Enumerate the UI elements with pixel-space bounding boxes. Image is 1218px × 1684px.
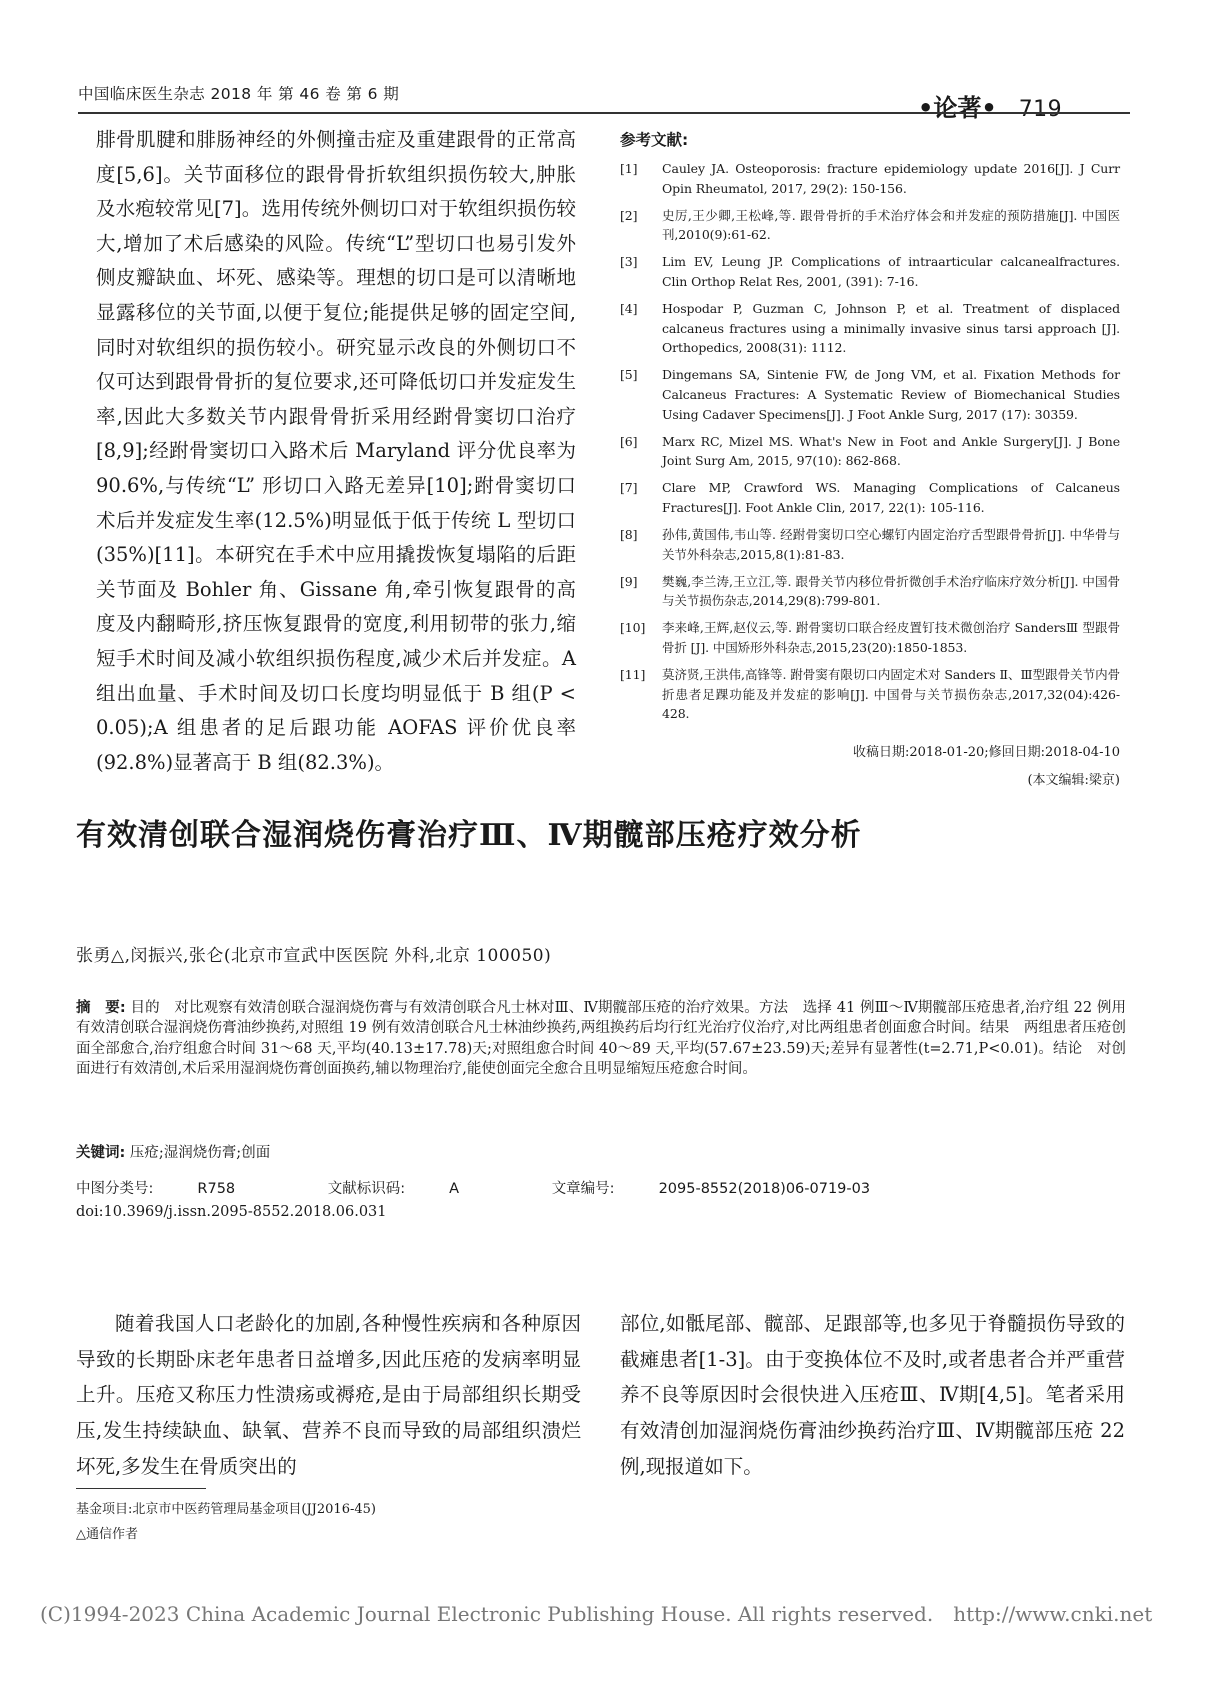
reference-item	[620, 299, 1120, 358]
doc-code-field	[328, 1181, 503, 1197]
reference-item	[620, 478, 1120, 517]
reference-item	[620, 572, 1120, 611]
reference-number: [11]	[620, 667, 646, 683]
reference-text: 史厉,王少卿,王松峰,等. 跟骨骨折的手术治疗体会和并发症的预防措施[J]. 中国医刊,2010(9):61-62.	[662, 207, 1120, 243]
editor-note: (本文编辑:梁京)	[1027, 773, 1120, 788]
reference-item	[620, 618, 1120, 657]
article-no-value: 2095-8552(2018)06-0719-03	[658, 1181, 871, 1197]
reference-text: Clare MP, Crawford WS. Managing Complications of Calcaneus Fractures[J]. Foot Ankle Clin, 2017, 22(1): 105-116.	[662, 480, 1120, 515]
reference-item	[620, 252, 1120, 291]
prev-article-paragraph: 腓骨肌腱和腓肠神经的外侧撞击症及重建跟骨的正常高度[5,6]。关节面移位的跟骨骨折软组织损伤较大,肿胀及水疱较常见[7]。选用传统外侧切口对于软组织损伤较大,增加了术后感染的风险。传统“L”型切口也易引发外侧皮瓣缺血、坏死、感染等。理想的切口是可以清晰地显露移位的关节面,以便于复位;能提供足够的固定空间,同时对软组织的损伤较小。研究显示改良的外侧切口不仅可达到跟骨骨折的复位要求,还可降低切口并发症发生率,因此大多数关节内跟骨骨折采用经跗骨窦切口治疗[8,9];经跗骨窦切口入路术后 Maryland 评分优良率为 90.6%,与传统“L” 形切口入路无差异[10];跗骨窦切口术后并发症发生率(12.5%)明显低于低于传统 L 型切口(35%)[11]。本研究在手术中应用撬拨恢复塌陷的后距关节面及 Bohler 角、Gissane 角,牵引恢复跟骨的高度及内翻畸形,挤压恢复跟骨的宽度,利用韧带的张力,缩短手术时间及减小软组织损伤程度,减少术后并发症。A 组出血量、手术时间及切口长度均明显低于 B 组(P < 0.05);A 组患者的足后跟功能 AOFAS 评价优良率(92.8%)显著高于 B 组(82.3%)。	[96, 128, 576, 774]
abstract	[76, 998, 1126, 1080]
reference-item	[620, 432, 1120, 471]
footnote-rule	[76, 1488, 206, 1489]
keywords-label: 关键词:	[76, 1145, 126, 1161]
doi: doi:10.3969/j.issn.2095-8552.2018.06.031	[76, 1204, 387, 1220]
reference-text: Cauley JA. Osteoporosis: fracture epidemiology update 2016[J]. J Curr Opin Rheumatol, 2017, 29(2): 150-156.	[662, 161, 1120, 196]
reference-number: [4]	[620, 301, 638, 317]
reference-text: 莫济贤,王洪伟,高锋等. 跗骨窦有限切口内固定术对 Sanders Ⅱ、Ⅲ型跟骨关节内骨折患者足踝功能及并发症的影响[J]. 中国骨与关节损伤杂志,2017,32(04):426-428.	[662, 667, 1120, 722]
reference-item	[620, 365, 1120, 424]
keywords-text: 压疮;湿润烧伤膏;创面	[129, 1145, 271, 1161]
reference-item	[620, 665, 1120, 724]
reference-text: 樊巍,李兰涛,王立江,等. 跟骨关节内移位骨折微创手术治疗临床疗效分析[J]. 中国骨与关节损伤杂志,2014,29(8):799-801.	[662, 573, 1120, 609]
reference-item	[620, 525, 1120, 564]
article-no-label: 文章编号:	[551, 1181, 615, 1197]
reference-number: [1]	[620, 161, 638, 176]
article-no-field	[552, 1181, 914, 1197]
header-rule	[78, 112, 1130, 114]
article-title: 有效清创联合湿润烧伤膏治疗Ⅲ、Ⅳ期髋部压疮疗效分析	[76, 818, 862, 853]
section-label: •论著•	[918, 94, 997, 122]
keywords	[76, 1141, 270, 1162]
doc-code-label: 文献标识码:	[327, 1181, 406, 1197]
classification-line	[76, 1177, 958, 1198]
journal-header: 中国临床医生杂志 2018 年 第 46 卷 第 6 期	[78, 85, 400, 103]
reference-text: Lim EV, Leung JP. Complications of intraarticular calcanealfractures. Clin Orthop Relat Res, 2001, (391): 7-16.	[662, 254, 1120, 289]
reference-text: Marx RC, Mizel MS. What's New in Foot and Ankle Surgery[J]. J Bone Joint Surg Am, 2015, 97(10): 862-868.	[662, 433, 1120, 469]
clc-label: 中图分类号:	[76, 1181, 154, 1197]
fund-note: 基金项目:北京市中医药管理局基金项目(JJ2016-45)	[76, 1502, 376, 1517]
prev-article-body	[96, 123, 576, 780]
copyright-footer	[40, 1602, 1152, 1626]
abstract-label: 摘 要:	[76, 1000, 126, 1016]
page-header-right	[918, 88, 1062, 123]
intro-left-column: 随着我国人口老龄化的加剧,各种慢性疾病和各种原因导致的长期卧床老年患者日益增多,因此压疮的发病率明显上升。压疮又称压力性溃疡或褥疮,是由于局部组织长期受压,发生持续缺血、缺氧、营养不良而导致的局部组织溃烂坏死,多发生在骨质突出的	[76, 1312, 581, 1478]
cnki-link[interactable]: http://www.cnki.net	[953, 1602, 1153, 1626]
references-title: 参考文献:	[620, 131, 689, 149]
intro-right-column: 部位,如骶尾部、髋部、足跟部等,也多见于脊髓损伤导致的截瘫患者[1-3]。由于变换体位不及时,或者患者合并严重营养不良等原因时会很快进入压疮Ⅲ、Ⅳ期[4,5]。笔者采用有效清创加湿润烧伤膏油纱换药治疗Ⅲ、Ⅳ期髋部压疮 22 例,现报道如下。	[620, 1312, 1125, 1478]
reference-number: [3]	[620, 254, 638, 270]
reference-number: [5]	[620, 367, 638, 383]
page-number: 719	[1018, 97, 1063, 122]
reference-number: [8]	[620, 527, 638, 542]
reference-number: [6]	[620, 433, 638, 449]
reference-text: Hospodar P, Guzman C, Johnson P, et al. Treatment of displaced calcaneus fractures using a minimally invasive sinus tarsi approach [J]. Orthopedics, 2008(31): 1112.	[662, 301, 1120, 356]
clc-field	[76, 1181, 279, 1197]
reference-text: 李来峰,王辉,赵仪云,等. 跗骨窦切口联合经皮置钉技术微创治疗 SandersⅢ 型跟骨骨折 [J]. 中国矫形外科杂志,2015,23(20):1850-1853.	[662, 620, 1120, 655]
reference-number: [2]	[620, 207, 638, 223]
clc-value: R758	[197, 1181, 236, 1197]
reference-item	[620, 206, 1120, 245]
doc-code-value: A	[449, 1181, 460, 1197]
reference-list	[620, 159, 1120, 731]
copyright-text: (C)1994-2023 China Academic Journal Electronic Publishing House. All rights reserved.	[40, 1602, 934, 1626]
authors: 张勇△,闵振兴,张仑(北京市宣武中医医院 外科,北京 100050)	[76, 946, 552, 966]
reference-number: [9]	[620, 573, 638, 589]
reference-text: 孙伟,黄国伟,韦山等. 经跗骨窦切口空心螺钉内固定治疗舌型跟骨骨折[J]. 中华骨与关节外科杂志,2015,8(1):81-83.	[662, 527, 1120, 562]
reference-number: [7]	[620, 480, 638, 496]
abstract-text: 目的 对比观察有效清创联合湿润烧伤膏与有效清创联合凡士林对Ⅲ、Ⅳ期髋部压疮的治疗效果。方法 选择 41 例Ⅲ～Ⅳ期髋部压疮患者,治疗组 22 例用有效清创联合湿润烧伤膏油纱换药,对照组 19 例有效清创联合凡士林油纱换药,两组换药后均行红光治疗仪治疗,对比两组患者创面愈合时间。结果 两组患者压疮创面全部愈合,治疗组愈合时间 31～68 天,平均(40.13±17.78)天;对照组愈合时间 40～89 天,平均(57.67±23.59)天;差异有显著性(t=2.71,P<0.01)。结论 对创面进行有效清创,术后采用湿润烧伤膏创面换药,辅以物理治疗,能使创面完全愈合且明显缩短压疮愈合时间。	[76, 1000, 1126, 1078]
corresponding-note: △通信作者	[76, 1527, 138, 1542]
reference-number: [10]	[620, 620, 646, 636]
reference-text: Dingemans SA, Sintenie FW, de Jong VM, et al. Fixation Methods for Calcaneus Fractures: A Systematic Review of Biomechanical Studies Using Cadaver Specimens[J]. J Foot Ankle Surg, 2017 (17): 30359.	[662, 367, 1120, 422]
reference-item	[620, 159, 1120, 198]
received-date: 收稿日期:2018-01-20;修回日期:2018-04-10	[852, 745, 1120, 760]
